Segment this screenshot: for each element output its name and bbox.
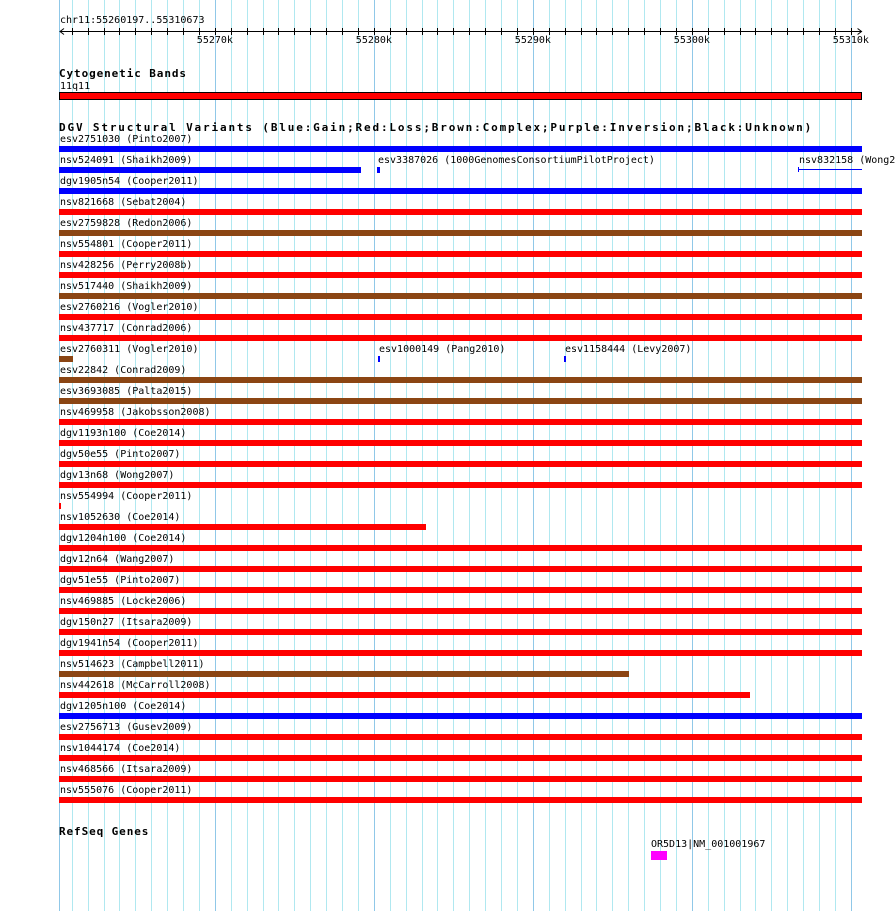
- variant-label[interactable]: esv2756713 (Gusev2009): [60, 722, 193, 733]
- refseq-track-title: RefSeq Genes: [59, 825, 150, 838]
- ruler-tick-label: 55280k: [355, 35, 392, 46]
- variant-label[interactable]: nsv555076 (Cooper2011): [60, 785, 193, 796]
- variant-bar[interactable]: [59, 209, 862, 215]
- variant-label[interactable]: dgv51e55 (Pinto2007): [60, 575, 181, 586]
- variant-label[interactable]: esv3387026 (1000GenomesConsortiumPilotProject): [378, 155, 655, 166]
- variant-bar[interactable]: [59, 461, 862, 467]
- variant-label[interactable]: nsv524091 (Shaikh2009): [60, 155, 193, 166]
- variant-bar[interactable]: [59, 545, 862, 551]
- variant-bar[interactable]: [59, 524, 426, 530]
- variant-bar[interactable]: [59, 503, 61, 509]
- variant-bar[interactable]: [798, 169, 862, 170]
- variant-label[interactable]: dgv1905n54 (Cooper2011): [60, 176, 199, 187]
- variant-bar[interactable]: [59, 566, 862, 572]
- variant-bar-end: [798, 167, 799, 172]
- variant-bar[interactable]: [59, 293, 862, 299]
- variant-bar[interactable]: [59, 629, 862, 635]
- variant-label[interactable]: dgv150n27 (Itsara2009): [60, 617, 193, 628]
- variant-label[interactable]: nsv554994 (Cooper2011): [60, 491, 193, 502]
- variant-bar[interactable]: [59, 167, 361, 173]
- variant-bar[interactable]: [59, 377, 862, 383]
- variant-label[interactable]: esv3693085 (Palta2015): [60, 386, 193, 397]
- variant-label[interactable]: esv2760216 (Vogler2010): [60, 302, 199, 313]
- variant-bar[interactable]: [59, 188, 862, 194]
- variant-bar[interactable]: [59, 755, 862, 761]
- variant-label[interactable]: esv2751030 (Pinto2007): [60, 134, 193, 145]
- variant-label[interactable]: dgv1193n100 (Coe2014): [60, 428, 187, 439]
- variant-bar[interactable]: [59, 671, 629, 677]
- variant-bar[interactable]: [59, 398, 862, 404]
- variant-label[interactable]: dgv13n68 (Wong2007): [60, 470, 175, 481]
- ruler-tick-label: 55310k: [832, 35, 869, 46]
- variant-label[interactable]: nsv517440 (Shaikh2009): [60, 281, 193, 292]
- variant-bar[interactable]: [59, 230, 862, 236]
- variant-bar[interactable]: [59, 713, 862, 719]
- variant-bar[interactable]: [59, 356, 73, 362]
- variant-bar[interactable]: [564, 356, 566, 362]
- variant-bar[interactable]: [59, 314, 862, 320]
- variant-bar[interactable]: [59, 272, 862, 278]
- variant-label[interactable]: esv2759828 (Redon2006): [60, 218, 193, 229]
- variant-label[interactable]: nsv428256 (Perry2008b): [60, 260, 193, 271]
- gene-feature[interactable]: [651, 851, 667, 860]
- variant-label[interactable]: nsv437717 (Conrad2006): [60, 323, 193, 334]
- variant-label[interactable]: esv1158444 (Levy2007): [565, 344, 692, 355]
- variant-bar[interactable]: [59, 482, 862, 488]
- variant-label[interactable]: esv2760311 (Vogler2010): [60, 344, 199, 355]
- variant-bar[interactable]: [59, 776, 862, 782]
- variant-label[interactable]: dgv50e55 (Pinto2007): [60, 449, 181, 460]
- cytoband-label: 11q11: [60, 81, 91, 92]
- variant-label[interactable]: nsv468566 (Itsara2009): [60, 764, 193, 775]
- variant-label[interactable]: nsv1044174 (Coe2014): [60, 743, 181, 754]
- variant-label[interactable]: esv1000149 (Pang2010): [379, 344, 506, 355]
- ruler-tick-label: 55270k: [196, 35, 233, 46]
- variant-bar[interactable]: [59, 440, 862, 446]
- variant-label[interactable]: nsv469958 (Jakobsson2008): [60, 407, 211, 418]
- variant-label[interactable]: dgv12n64 (Wang2007): [60, 554, 175, 565]
- variant-label[interactable]: nsv514623 (Campbell2011): [60, 659, 205, 670]
- dgv-track-title: DGV Structural Variants (Blue:Gain;Red:Loss;Brown:Complex;Purple:Inversion;Black:Unknown): [59, 121, 814, 134]
- variant-bar[interactable]: [59, 251, 862, 257]
- gene-label[interactable]: OR5D13|NM_001001967: [651, 839, 766, 850]
- variant-bar[interactable]: [59, 146, 862, 152]
- cytoband-track-title: Cytogenetic Bands: [59, 67, 187, 80]
- variant-label[interactable]: nsv832158 (Wong2: [799, 155, 895, 166]
- variant-bar[interactable]: [59, 650, 862, 656]
- variant-label[interactable]: nsv469885 (Locke2006): [60, 596, 187, 607]
- variant-bar[interactable]: [59, 692, 750, 698]
- variant-label[interactable]: dgv1204n100 (Coe2014): [60, 533, 187, 544]
- variant-bar[interactable]: [378, 356, 380, 362]
- variant-bar[interactable]: [377, 167, 380, 173]
- variant-label[interactable]: dgv1205n100 (Coe2014): [60, 701, 187, 712]
- variant-bar[interactable]: [59, 797, 862, 803]
- variant-bar[interactable]: [59, 419, 862, 425]
- variant-label[interactable]: nsv821668 (Sebat2004): [60, 197, 187, 208]
- variant-bar[interactable]: [59, 734, 862, 740]
- variant-bar[interactable]: [59, 587, 862, 593]
- variant-bar[interactable]: [59, 335, 862, 341]
- ruler-tick-label: 55290k: [514, 35, 551, 46]
- variant-label[interactable]: esv22842 (Conrad2009): [60, 365, 187, 376]
- variant-label[interactable]: nsv554801 (Cooper2011): [60, 239, 193, 250]
- variant-label[interactable]: dgv1941n54 (Cooper2011): [60, 638, 199, 649]
- variant-bar[interactable]: [59, 608, 862, 614]
- region-label: chr11:55260197..55310673: [60, 15, 205, 26]
- variant-label[interactable]: nsv1052630 (Coe2014): [60, 512, 181, 523]
- ruler-tick-label: 55300k: [673, 35, 710, 46]
- variant-label[interactable]: nsv442618 (McCarroll2008): [60, 680, 211, 691]
